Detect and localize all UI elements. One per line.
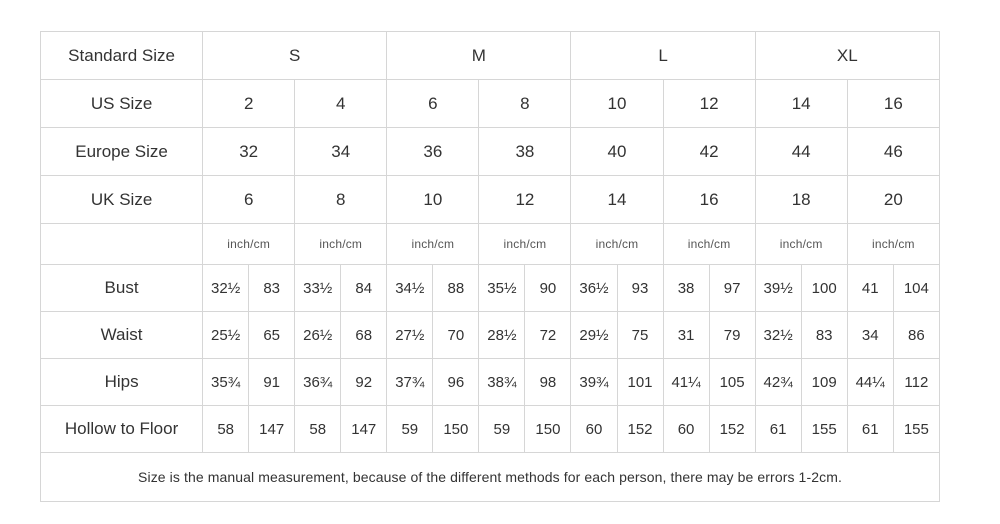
row-label-us-size: US Size xyxy=(41,80,203,128)
hips-inch: 38¾ xyxy=(479,359,525,406)
hips-inch: 35¾ xyxy=(203,359,249,406)
table-row-us-size xyxy=(41,80,940,128)
europe-size-value: 34 xyxy=(295,128,387,176)
row-label-standard-size: Standard Size xyxy=(41,32,203,80)
measurement-note: Size is the manual measurement, because of the different methods for each person, there may be errors 1-2cm. xyxy=(41,453,940,502)
bust-inch: 32½ xyxy=(203,265,249,312)
hollow-cm: 150 xyxy=(525,406,571,453)
europe-size-value: 38 xyxy=(479,128,571,176)
uk-size-value: 8 xyxy=(295,176,387,224)
hips-cm: 91 xyxy=(249,359,295,406)
waist-cm: 75 xyxy=(617,312,663,359)
bust-cm: 88 xyxy=(433,265,479,312)
hollow-inch: 58 xyxy=(203,406,249,453)
bust-cm: 90 xyxy=(525,265,571,312)
hips-cm: 98 xyxy=(525,359,571,406)
europe-size-value: 36 xyxy=(387,128,479,176)
waist-cm: 72 xyxy=(525,312,571,359)
us-size-value: 4 xyxy=(295,80,387,128)
table-row-waist xyxy=(41,312,940,359)
hips-inch: 41¼ xyxy=(663,359,709,406)
waist-inch: 25½ xyxy=(203,312,249,359)
hollow-inch: 59 xyxy=(479,406,525,453)
us-size-value: 16 xyxy=(847,80,939,128)
waist-inch: 32½ xyxy=(755,312,801,359)
waist-inch: 29½ xyxy=(571,312,617,359)
table-row-standard-size xyxy=(41,32,940,80)
bust-cm: 84 xyxy=(341,265,387,312)
unit-label: inch/cm xyxy=(847,224,939,265)
waist-inch: 28½ xyxy=(479,312,525,359)
unit-label: inch/cm xyxy=(479,224,571,265)
waist-inch: 26½ xyxy=(295,312,341,359)
size-group-xl: XL xyxy=(755,32,939,80)
hips-inch: 42¾ xyxy=(755,359,801,406)
hollow-cm: 150 xyxy=(433,406,479,453)
table-row-hips xyxy=(41,359,940,406)
waist-cm: 70 xyxy=(433,312,479,359)
table-row-uk-size xyxy=(41,176,940,224)
unit-label: inch/cm xyxy=(571,224,663,265)
bust-cm: 104 xyxy=(893,265,939,312)
table-row-units xyxy=(41,224,940,265)
hips-inch: 44¼ xyxy=(847,359,893,406)
bust-cm: 100 xyxy=(801,265,847,312)
us-size-value: 14 xyxy=(755,80,847,128)
size-group-m: M xyxy=(387,32,571,80)
hollow-inch: 61 xyxy=(847,406,893,453)
bust-inch: 33½ xyxy=(295,265,341,312)
bust-cm: 93 xyxy=(617,265,663,312)
row-label-hips: Hips xyxy=(41,359,203,406)
size-chart-table xyxy=(40,31,940,502)
uk-size-value: 12 xyxy=(479,176,571,224)
waist-cm: 68 xyxy=(341,312,387,359)
hips-cm: 109 xyxy=(801,359,847,406)
bust-inch: 34½ xyxy=(387,265,433,312)
uk-size-value: 10 xyxy=(387,176,479,224)
unit-label: inch/cm xyxy=(755,224,847,265)
hips-inch: 36¾ xyxy=(295,359,341,406)
row-label-europe-size: Europe Size xyxy=(41,128,203,176)
bust-inch: 39½ xyxy=(755,265,801,312)
hollow-inch: 60 xyxy=(663,406,709,453)
europe-size-value: 44 xyxy=(755,128,847,176)
us-size-value: 12 xyxy=(663,80,755,128)
bust-inch: 36½ xyxy=(571,265,617,312)
europe-size-value: 40 xyxy=(571,128,663,176)
hollow-cm: 155 xyxy=(801,406,847,453)
hollow-cm: 152 xyxy=(709,406,755,453)
table-row-europe-size xyxy=(41,128,940,176)
uk-size-value: 14 xyxy=(571,176,663,224)
us-size-value: 6 xyxy=(387,80,479,128)
table-row-bust xyxy=(41,265,940,312)
size-group-l: L xyxy=(571,32,755,80)
bust-inch: 38 xyxy=(663,265,709,312)
uk-size-value: 20 xyxy=(847,176,939,224)
hollow-inch: 59 xyxy=(387,406,433,453)
size-group-s: S xyxy=(203,32,387,80)
europe-size-value: 42 xyxy=(663,128,755,176)
hollow-inch: 58 xyxy=(295,406,341,453)
unit-label: inch/cm xyxy=(663,224,755,265)
unit-label: inch/cm xyxy=(387,224,479,265)
unit-label: inch/cm xyxy=(203,224,295,265)
waist-inch: 27½ xyxy=(387,312,433,359)
us-size-value: 10 xyxy=(571,80,663,128)
uk-size-value: 16 xyxy=(663,176,755,224)
hollow-inch: 61 xyxy=(755,406,801,453)
hollow-cm: 147 xyxy=(341,406,387,453)
waist-cm: 65 xyxy=(249,312,295,359)
us-size-value: 2 xyxy=(203,80,295,128)
table-row-hollow-to-floor xyxy=(41,406,940,453)
row-label-hollow-to-floor: Hollow to Floor xyxy=(41,406,203,453)
bust-cm: 83 xyxy=(249,265,295,312)
uk-size-value: 6 xyxy=(203,176,295,224)
bust-inch: 35½ xyxy=(479,265,525,312)
waist-cm: 79 xyxy=(709,312,755,359)
hips-inch: 39¾ xyxy=(571,359,617,406)
waist-inch: 31 xyxy=(663,312,709,359)
bust-inch: 41 xyxy=(847,265,893,312)
hips-cm: 96 xyxy=(433,359,479,406)
row-label-bust: Bust xyxy=(41,265,203,312)
bust-cm: 97 xyxy=(709,265,755,312)
hips-inch: 37¾ xyxy=(387,359,433,406)
row-label-units xyxy=(41,224,203,265)
us-size-value: 8 xyxy=(479,80,571,128)
hollow-cm: 147 xyxy=(249,406,295,453)
hips-cm: 112 xyxy=(893,359,939,406)
table-row-note xyxy=(41,453,940,502)
hips-cm: 92 xyxy=(341,359,387,406)
unit-label: inch/cm xyxy=(295,224,387,265)
waist-cm: 83 xyxy=(801,312,847,359)
uk-size-value: 18 xyxy=(755,176,847,224)
row-label-uk-size: UK Size xyxy=(41,176,203,224)
row-label-waist: Waist xyxy=(41,312,203,359)
waist-cm: 86 xyxy=(893,312,939,359)
hips-cm: 101 xyxy=(617,359,663,406)
size-chart-container xyxy=(40,31,940,502)
hips-cm: 105 xyxy=(709,359,755,406)
hollow-cm: 155 xyxy=(893,406,939,453)
hollow-cm: 152 xyxy=(617,406,663,453)
waist-inch: 34 xyxy=(847,312,893,359)
europe-size-value: 32 xyxy=(203,128,295,176)
europe-size-value: 46 xyxy=(847,128,939,176)
hollow-inch: 60 xyxy=(571,406,617,453)
